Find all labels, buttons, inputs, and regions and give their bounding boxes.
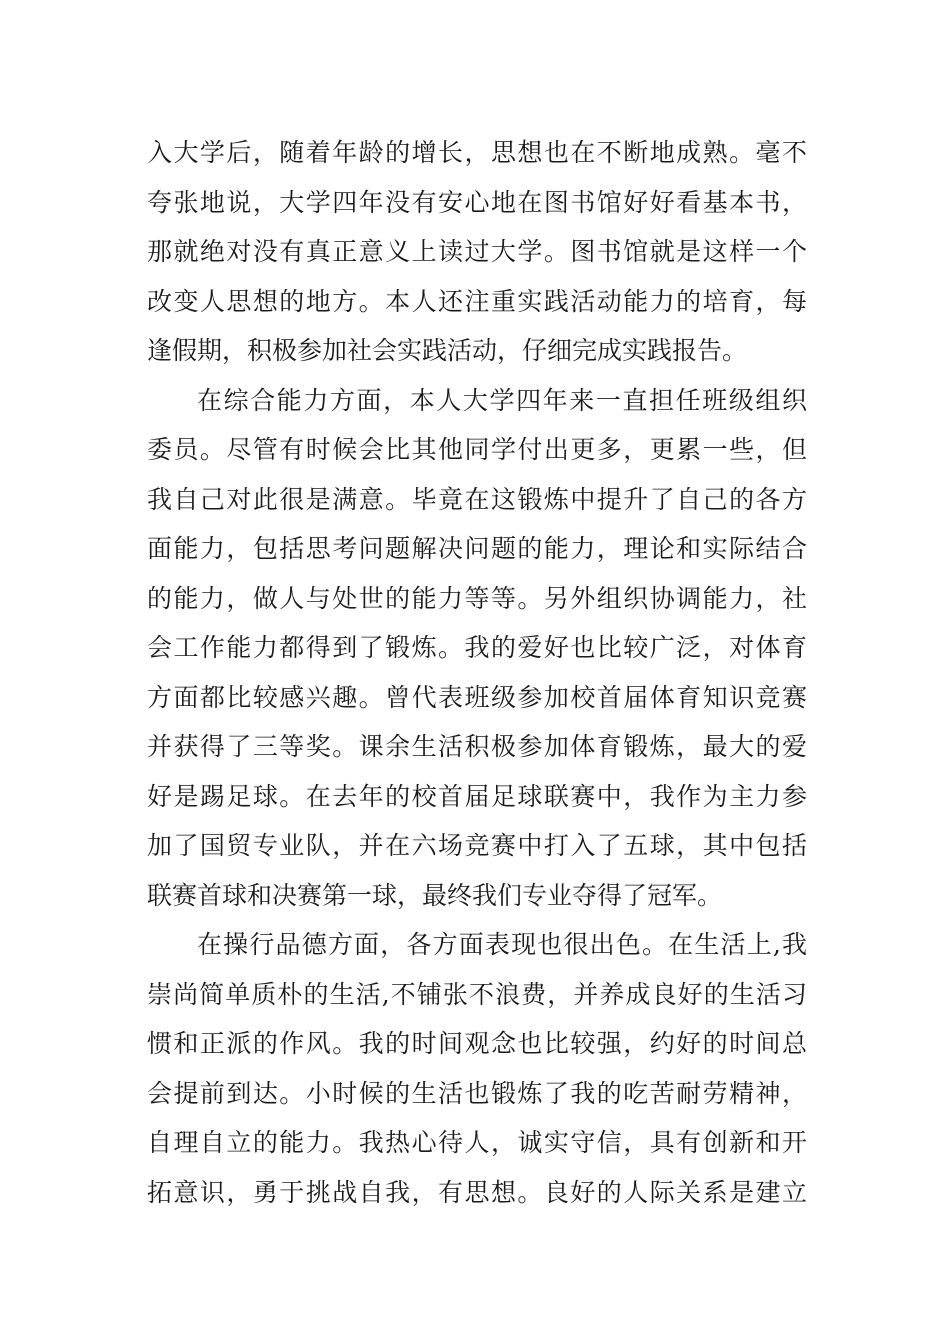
- text-line: 的能力，做人与处世的能力等等。另外组织协调能力，社: [147, 583, 807, 613]
- text-line: 联赛首球和决赛第一球，最终我们专业夺得了冠军。: [147, 880, 723, 910]
- text-line: 并获得了三等奖。课余生活积极参加体育锻炼，最大的爱: [147, 732, 807, 761]
- paragraph-start-line: 在操行品德方面，各方面表现也很出色。在生活上,我: [197, 930, 807, 959]
- text-line: 入大学后，随着年龄的增长，思想也在不断地成熟。毫不: [147, 138, 807, 167]
- body-text: [147, 128, 807, 1217]
- text-line: 惯和正派的作风。我的时间观念也比较强，约好的时间总: [147, 1029, 807, 1058]
- text-line: 拓意识，勇于挑战自我，有思想。良好的人际关系是建立: [147, 1177, 807, 1207]
- text-line: 自理自立的能力。我热心待人，诚实守信，具有创新和开: [147, 1128, 807, 1157]
- text-line: 加了国贸专业队，并在六场竞赛中打入了五球，其中包括: [147, 831, 807, 860]
- text-line: 会提前到达。小时候的生活也锻炼了我的吃苦耐劳精神，: [147, 1078, 807, 1108]
- text-line: 面能力，包括思考问题解决问题的能力，理论和实际结合: [147, 534, 807, 563]
- text-line: 我自己对此很是满意。毕竟在这锻炼中提升了自己的各方: [147, 484, 807, 514]
- text-line: 崇尚简单质朴的生活,不铺张不浪费，并养成良好的生活习: [147, 979, 807, 1009]
- text-line: 会工作能力都得到了锻炼。我的爱好也比较广泛，对体育: [147, 633, 807, 662]
- text-line: 夸张地说，大学四年没有安心地在图书馆好好看基本书，: [147, 187, 807, 217]
- text-line: 那就绝对没有真正意义上读过大学。图书馆就是这样一个: [147, 237, 807, 266]
- text-line: 委员。尽管有时候会比其他同学付出更多，更累一些，但: [147, 435, 807, 464]
- paragraph-start-line: 在综合能力方面，本人大学四年来一直担任班级组织: [197, 385, 807, 415]
- text-line: 改变人思想的地方。本人还注重实践活动能力的培育，每: [147, 286, 807, 316]
- text-line: 方面都比较感兴趣。曾代表班级参加校首届体育知识竞赛: [147, 682, 807, 712]
- text-line: 逢假期，积极参加社会实践活动，仔细完成实践报告。: [147, 336, 748, 365]
- text-line: 好是踢足球。在去年的校首届足球联赛中，我作为主力参: [147, 781, 807, 811]
